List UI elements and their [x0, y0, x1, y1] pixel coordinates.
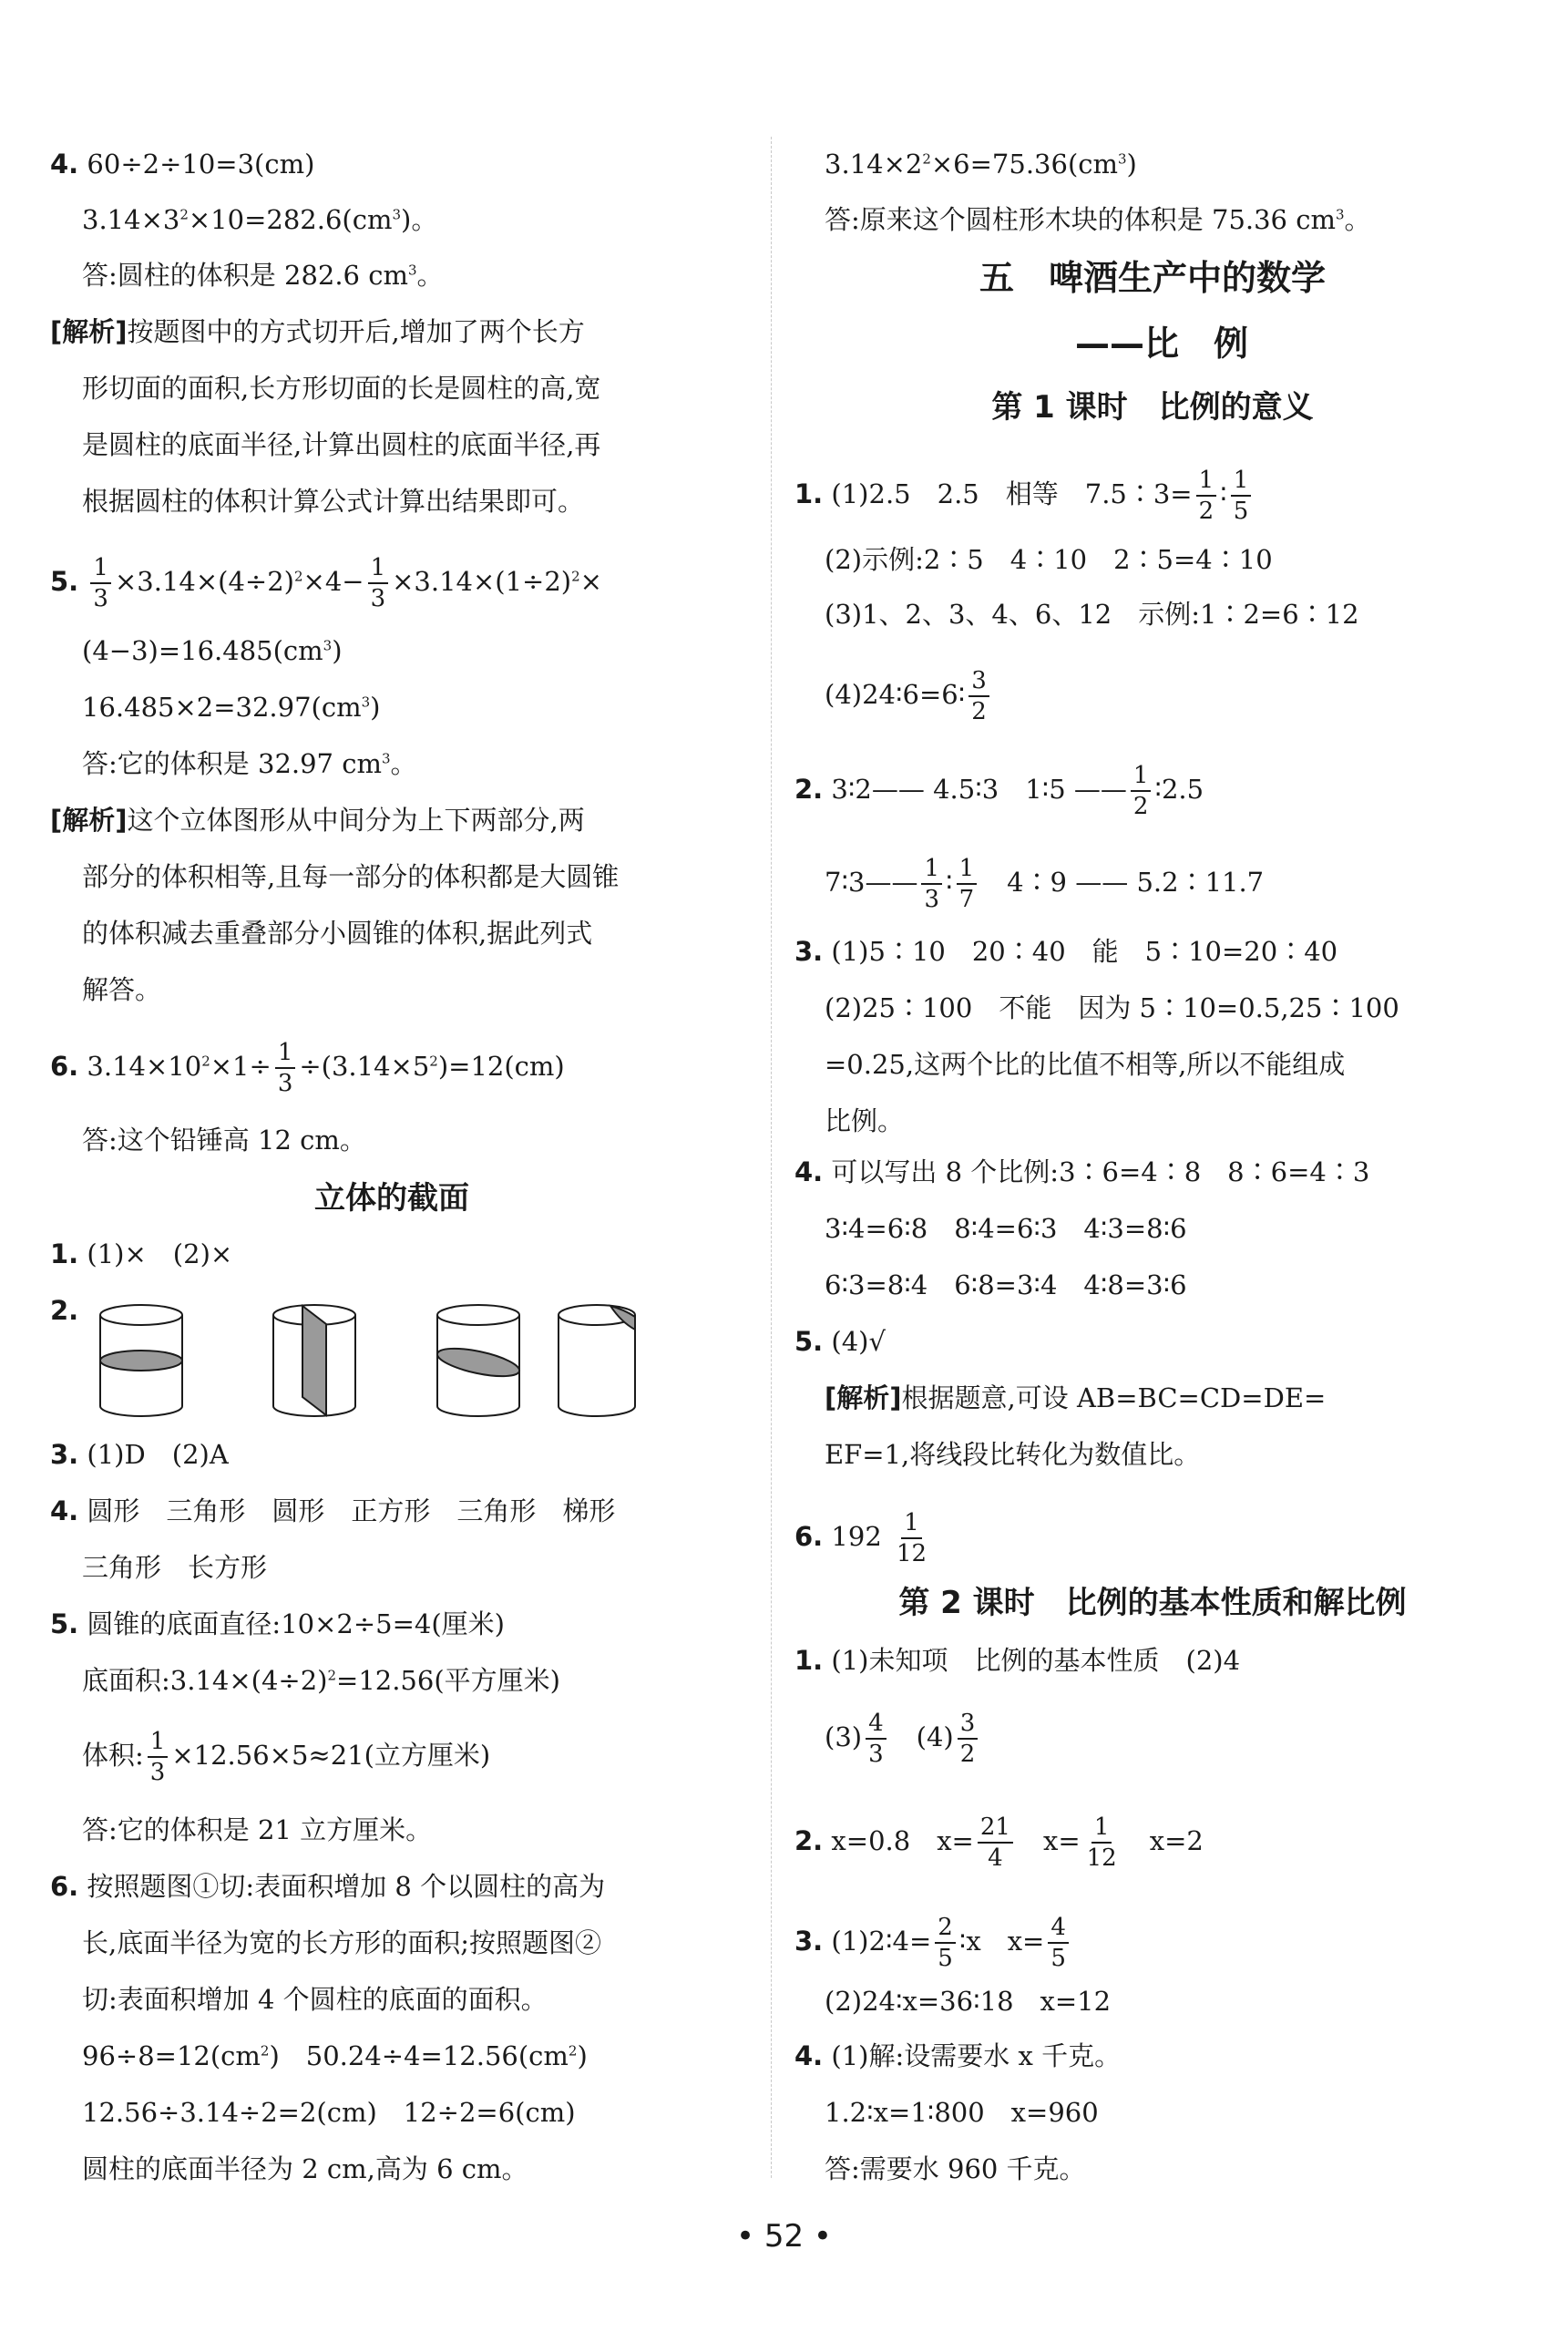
fraction: $\frac{21}{4}$: [978, 1815, 1013, 1870]
fraction: $\frac{1}{3}$: [368, 556, 389, 611]
cylinder-horizontal-section: [100, 1305, 182, 1416]
fraction: $\frac{1}{2}$: [1196, 468, 1217, 523]
fraction: $\frac{4}{5}$: [1048, 1916, 1069, 1970]
page: 4. 60÷2÷10=3(cm) $3.14\times 3^2\times 10=282.6(cm^3)$。 答:圆柱的体积是 282.6 $cm^3$。 [解析]按题图中的方式切开后,增加了两个长方 形切面的面积,长方形切面的长是圆柱的高,宽 是圆柱的底面半径,计算出圆柱的底面半径,再 根据圆柱的体积计算公式计算出结果即可。 5. $\frac{1}{3}$ $\times 3.14\times(4\div 2)^2\times 4-$ $\frac{1}{3}$ $\times 3.14\times(1\div 2)^2\times$ $(4-3)=16.485(cm^3)$ $16.485\times 2=32.97(cm^3)$ 答:它的体积是 32.97 $cm^3$。 [解析]这个立体图形从中间分为上下两部分,两 部分的体积相等,且每一部分的体积都是大圆锥 的体积减去重叠部分小圆锥的体积,据此列式 解答。 6. $3.14\times 10^2\times 1\div$ $\frac{1}{3}$ $\div(3.14\times 5^2)=12(cm)$ 答:这个铅锤高 12 cm。 立体的截面 1. (1)× (2)× 2. 3. (1)D (2)A 4. 圆形 三角形 圆形 正方形 三角形 梯形 三角形 长方形 5. 圆锥的底面直径:10×2÷5=4(厘米) 底面积$:3.14\times(4\div 2)^2=12.56$(平方厘米) 体积: $\frac{1}{3}$ ×12.56×5≈21(立方厘米) 答:它的体积是 21 立方厘米。 6. 按照题图①切:表面积增加 8 个以圆柱的高为 长,底面半径为宽的长方形的面积;按照题图② 切:表面积增加 4 个圆柱的底面的面积。 $96\div 8=12(cm^2)$ $50.24\div 4=12.56(cm^2)$ 12.56÷3.14÷2=2(cm) 12÷2=6(cm) 圆柱的底面半径为 2 cm,高为 6 cm。 $3.14\times 2^2\times 6=75.36(cm^3)$ 答:原来这个圆柱形木块的体积是 75.36 $cm^3$。 五 啤酒生产中的数学 ——比 例 第 1 课时 比例的意义 1. (1)2.5 2.5 相等 7.5∶3= $\frac{1}{2}$ ∶ $\frac{1}{5}$ (2)示例:2∶5 4∶10 2∶5=4∶10 (3)1、2、3、4、6、12 示例:1∶2=6∶12 (4)24∶6=6∶ $\frac{3}{2}$ 2. 3∶2—— 4.5∶3 1∶5 —— $\frac{1}{2}$ ∶2.5 7∶3—— $\frac{1}{3}$ ∶ $\frac{1}{7}$ 4∶9 —— 5.2∶11.7 3. (1)5∶10 20∶40 能 5∶10=20∶40 (2)25∶100 不能 因为 5∶10=0.5,25∶100 =0.25,这两个比的比值不相等,所以不能组成 比例。 4. 可以写出 8 个比例:3∶6=4∶8 8∶6=4∶3 3∶4=6∶8 8∶4=6∶3 4∶3=8∶6 6∶3=8∶4 6∶8=3∶4 4∶8=3∶6 5. (4)√ [解析]根据题意,可设 AB=BC=CD=DE= EF=1,将线段比转化为数值比。 6. 192 $\frac{1}{12}$ 第 2 课时 比例的基本性质和解比例 1. (1)未知项 比例的基本性质 (2)4 (3) $\frac{4}{3}$ (4) $\frac{3}{2}$ 2. x=0.8 x= $\frac{21}{4}$ x= $\frac{1}{12}$ x=2 3. (1)2∶4= $\frac{2}{5}$ ∶x x= $\frac{4}{5}$ (2)24∶x=36∶18 x=12 4. (1)解:设需要水 x 千克。 1.2∶x=1∶800 x=960 答:需要水 960 千克。 • 52 •: [0, 0, 1568, 2332]
cylinder-vertical-section: [273, 1305, 355, 1416]
fraction: $\frac{1}{3}$: [90, 556, 111, 611]
cylinder-corner-section: [559, 1305, 635, 1416]
fraction: $\frac{3}{2}$: [968, 669, 989, 724]
fraction: $\frac{1}{5}$: [1231, 468, 1252, 523]
column-divider: [771, 137, 772, 2178]
cylinder-slanted-section: [436, 1305, 522, 1416]
fraction: $\frac{2}{5}$: [935, 1916, 956, 1970]
chapter-subtitle: ——比 例: [1075, 324, 1249, 364]
chapter-title: 五 啤酒生产中的数学: [979, 258, 1326, 298]
answer-4: 4. 60÷2÷10=3(cm): [50, 149, 315, 180]
fraction: $\frac{1}{3}$: [921, 857, 942, 911]
cylinder-cross-section-figures: [91, 1299, 638, 1426]
answer-6: 6. $3.14\times 10^2\times 1\div$ $\frac{1}{3}$ $\div(3.14\times 5^2)=12(cm)$: [50, 1039, 565, 1097]
section-title-cross-section: 立体的截面: [314, 1180, 469, 1217]
analysis-4: [解析]按题图中的方式切开后,增加了两个长方: [50, 316, 585, 347]
lesson-2-title: 第 2 课时 比例的基本性质和解比例: [898, 1585, 1407, 1621]
fraction: $\frac{4}{3}$: [866, 1711, 886, 1766]
fraction: $\frac{1}{3}$: [275, 1041, 296, 1095]
fraction: $\frac{3}{2}$: [958, 1711, 979, 1766]
lesson-1-title: 第 1 课时 比例的意义: [991, 389, 1314, 426]
fraction: $\frac{1}{7}$: [957, 857, 978, 911]
fraction: $\frac{1}{12}$: [897, 1509, 927, 1567]
fraction: $\frac{1}{3}$: [148, 1730, 169, 1784]
analysis-5: [解析]这个立体图形从中间分为上下两部分,两: [50, 805, 585, 836]
fraction: $\frac{1}{12}$: [1086, 1813, 1117, 1872]
answer-5: 5. $\frac{1}{3}$ $\times 3.14\times(4\div 2)^2\times 4-$ $\frac{1}{3}$ $\times 3.14\times(1\div 2)^2\times$: [50, 554, 602, 612]
page-number: • 52 •: [736, 2218, 832, 2255]
fraction: $\frac{1}{2}$: [1131, 764, 1152, 818]
